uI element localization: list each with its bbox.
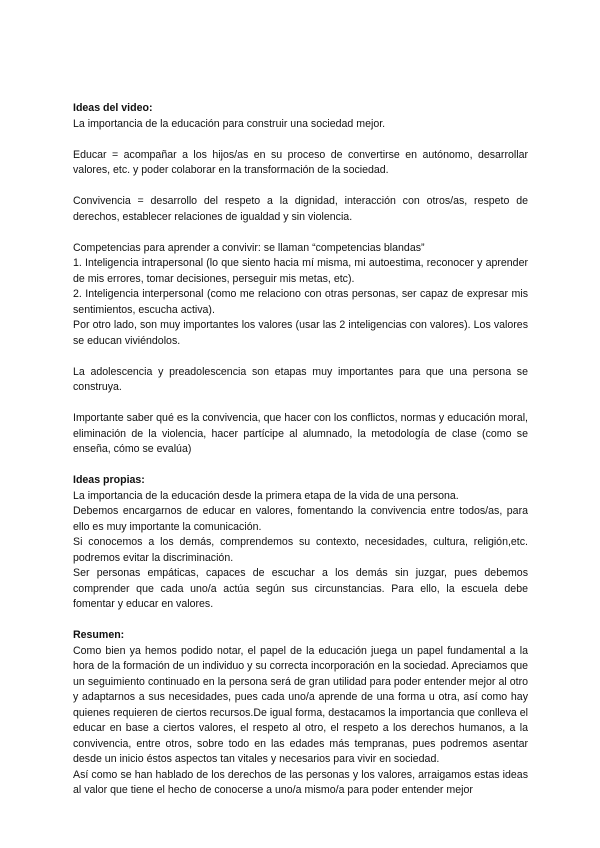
section-heading-ideas-video: Ideas del video:: [73, 102, 153, 114]
paragraph-line: La importancia de la educación desde la primera etapa de la vida de una persona.: [73, 489, 459, 502]
paragraph-line: Como bien ya hemos podido notar, el papel de la educación juega un papel fundamental a la hora de la formación de un individuo y su correcta incorporación en la sociedad. Apreciamos que un seguimiento continuado en la persona será de gran utilidad para poder entender mejor al otro y adaptarnos a sus necesidades, pues cada uno/a aprende de una forma u otra, así como hay quienes requieren de ciertos recursos.De igual forma, destacamos la importancia que conlleva el educar en base a ciertos valores, el respeto al otro, el respeto a los derechos humanos, a la convivencia, entre otros, sobre todo en las edades más tempranas, pues podremos asentar desde un inicio éstos aspectos tan vitales y necesarios para vivir en sociedad.: [73, 644, 528, 765]
section-heading-resumen: Resumen:: [73, 629, 125, 641]
paragraph-line: Competencias para aprender a convivir: se llaman “competencias blandas”: [73, 241, 425, 254]
list-item: 1. Inteligencia intrapersonal (lo que siento hacia mí misma, mi autoestima, reconocer y aprender de mis errores, tomar decisiones, perseguir mis metas, etc).: [73, 257, 528, 285]
document-body: [73, 101, 528, 799]
section-heading-ideas-propias: Ideas propias:: [73, 474, 145, 486]
paragraph: La adolescencia y preadolescencia son etapas muy importantes para que una persona se construya.: [73, 365, 528, 393]
paragraph-line: Ser personas empáticas, capaces de escuchar a los demás sin juzgar, pues debemos comprender que cada uno/a actúa según sus circunstancias. Para ello, la escuela debe fomentar y educar en valores.: [73, 567, 528, 610]
paragraph: Convivencia = desarrollo del respeto a la dignidad, interacción con otros/as, respeto de derechos, establecer relaciones de igualdad y sin violencia.: [73, 195, 528, 223]
competencias-block: [73, 241, 528, 350]
ideas-propias-block: [73, 489, 528, 613]
paragraph-line: Debemos encargarnos de educar en valores, fomentando la convivencia entre todos/as, para ello es muy importante la comunicación.: [73, 505, 528, 533]
resumen-block: [73, 644, 528, 799]
paragraph-line: Así como se han hablado de los derechos de las personas y los valores, arraigamos estas ideas al valor que tiene el hecho de conocerse a uno/a mismo/a para poder entender mejor: [73, 768, 528, 796]
paragraph-line: Por otro lado, son muy importantes los valores (usar las 2 inteligencias con valores). Los valores se educan viviéndolos.: [73, 319, 528, 347]
list-item: 2. Inteligencia interpersonal (como me relaciono con otras personas, ser capaz de expresar mis sentimientos, escucha activa).: [73, 288, 528, 316]
paragraph: Importante saber qué es la convivencia, que hacer con los conflictos, normas y educación moral, eliminación de la violencia, hacer partícipe al alumnado, la metodología de clase (como se enseña, cómo se evalúa): [73, 412, 528, 455]
paragraph: Educar = acompañar a los hijos/as en su proceso de convertirse en autónomo, desarrollar valores, etc. y poder colaborar en la transformación de la sociedad.: [73, 148, 528, 176]
paragraph-line: Si conocemos a los demás, comprendemos su contexto, necesidades, cultura, religión,etc. podremos evitar la discriminación.: [73, 536, 528, 564]
paragraph: La importancia de la educación para construir una sociedad mejor.: [73, 117, 386, 130]
